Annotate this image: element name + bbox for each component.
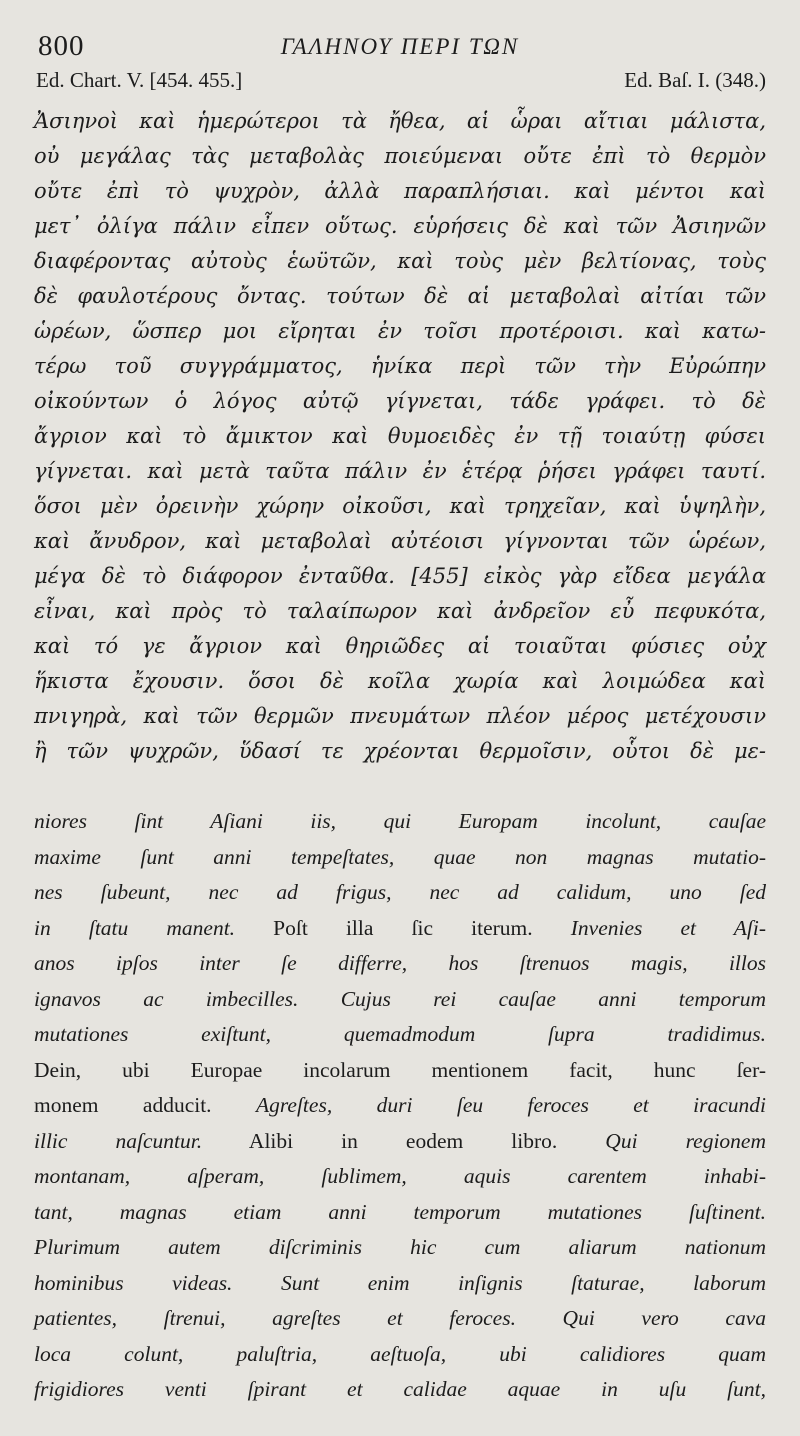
edition-references: [34, 68, 766, 104]
latin-roman-segment: Poſt illa ſic iterum.: [235, 915, 571, 940]
greek-text-line: οὐ μεγάλας τὰς μεταβολὰς ποιεύμεναι οὔτε ἐπὶ τὸ θερμὸν: [34, 144, 766, 168]
greek-text-line: ἢ τῶν ψυχρῶν, ὕδασί τε χρέονται θερμοῖσιν, οὗτοι δὲ με-: [34, 739, 766, 763]
running-title: ΓΑΛΗΝΟΥ ΠΕΡΙ ΤΩΝ: [280, 34, 520, 59]
greek-text-line: μετ᾽ ὀλίγα πάλιν εἶπεν οὕτως. εὑρήσεις δὲ καὶ τῶν Ἀσιηνῶν: [34, 214, 766, 238]
latin-text-line: [34, 946, 766, 982]
latin-text-line: [34, 1337, 766, 1373]
latin-text-line: [34, 875, 766, 911]
latin-text-line: [34, 1159, 766, 1195]
page-number: 800: [38, 30, 85, 62]
latin-text-line: [34, 804, 766, 840]
greek-text-line: μέγα δὲ τὸ διάφορον ἐνταῦθα. [455] εἰκὸς γὰρ εἴδεα μεγάλα: [34, 564, 766, 588]
greek-text-line: δὲ φαυλοτέρους ὄντας. τούτων δὲ αἱ μεταβολαὶ αἰτίαι τῶν: [34, 284, 766, 308]
latin-italic-segment: in ſtatu manent.: [34, 915, 236, 940]
latin-text-line: [34, 1017, 766, 1053]
latin-italic-segment: hominibus videas. Sunt enim inſignis ſtaturae, laborum: [34, 1270, 766, 1295]
greek-text-line: εἶναι, καὶ πρὸς τὸ ταλαίπωρον καὶ ἀνδρεῖον εὖ πεφυκότα,: [34, 599, 766, 623]
edition-reference-right: Ed. Baſ. I. (348.): [624, 68, 766, 92]
edition-reference-left: Ed. Chart. V. [454. 455.]: [36, 68, 243, 92]
latin-italic-segment: Invenies et Aſi-: [570, 915, 767, 940]
greek-text-line: γίγνεται. καὶ μετὰ ταῦτα πάλιν ἐν ἑτέρᾳ ῥήσει γράφει ταυτί.: [34, 459, 766, 483]
latin-italic-segment: frigidiores venti ſpirant et calidae aquae in uſu ſunt,: [34, 1377, 766, 1401]
latin-text-line: [34, 911, 766, 947]
latin-text-line: [34, 1053, 766, 1089]
latin-text-line: [34, 840, 766, 876]
greek-text-line: ἥκιστα ἔχουσιν. ὅσοι δὲ κοῖλα χωρία καὶ λοιμώδεα καὶ: [34, 669, 766, 693]
greek-text-line: ἄγριον καὶ τὸ ἄμικτον καὶ θυμοειδὲς ἐν τῇ τοιαύτῃ φύσει: [34, 424, 766, 448]
greek-text-line: διαφέροντας αὐτοὺς ἑωϋτῶν, καὶ τοὺς μὲν βελτίονας, τοὺς: [34, 249, 766, 273]
greek-text-line: οὔτε ἐπὶ τὸ ψυχρὸν, ἀλλὰ παραπλήσιαι. καὶ μέντοι καὶ: [34, 179, 766, 203]
latin-roman-segment: Dein, ubi Europae incolarum mentionem facit, hunc ſer-: [34, 1057, 766, 1082]
latin-text-block: [34, 804, 766, 1408]
latin-text-line: [34, 1195, 766, 1231]
latin-italic-segment: nes ſubeunt, nec ad frigus, nec ad calidum, uno ſed: [34, 880, 766, 904]
latin-italic-segment: maxime ſunt anni tempeſtates, quae non magnas mutatio-: [34, 844, 766, 869]
latin-italic-segment: montanam, aſperam, ſublimem, aquis carentem inhabi-: [34, 1164, 766, 1188]
latin-italic-segment: ignavos ac imbecilles. Cujus rei cauſae anni temporum: [34, 986, 766, 1011]
greek-text-line: Ἀσιηνοὶ καὶ ἡμερώτεροι τὰ ἤθεα, αἱ ὧραι αἴτιαι μάλιστα,: [34, 109, 766, 133]
latin-roman-segment: Alibi in eodem libro.: [202, 1128, 606, 1153]
latin-roman-segment: monem adducit.: [34, 1093, 256, 1117]
greek-text-line: τέρω τοῦ συγγράμματος, ἡνίκα περὶ τῶν τὴν Εὐρώπην: [34, 354, 766, 378]
latin-italic-segment: Qui regionem: [605, 1128, 766, 1153]
greek-text-line: ὡρέων, ὥσπερ μοι εἴρηται ἐν τοῖσι προτέροισι. καὶ κατω-: [34, 319, 766, 343]
latin-italic-segment: patientes, ſtrenui, agreſtes et feroces. Qui vero cava: [34, 1306, 766, 1330]
latin-text-line: [34, 1266, 766, 1302]
greek-text-line: ὅσοι μὲν ὀρεινὴν χώρην οἰκοῦσι, καὶ τρηχεῖαν, καὶ ὑψηλὴν,: [34, 494, 766, 518]
greek-text-block: [34, 104, 766, 769]
section-gap: [34, 769, 766, 804]
greek-text-line: πνιγηρὰ, καὶ τῶν θερμῶν πνευμάτων πλέον μέρος μετέχουσιν: [34, 704, 766, 728]
latin-italic-segment: illic naſcuntur.: [34, 1128, 203, 1153]
latin-italic-segment: niores ſint Aſiani iis, qui Europam incolunt, cauſae: [34, 809, 766, 833]
latin-italic-segment: loca colunt, paluſtria, aeſtuoſa, ubi calidiores quam: [34, 1341, 766, 1366]
latin-italic-segment: Agreſtes, duri ſeu feroces et iracundi: [255, 1093, 766, 1117]
latin-text-line: [34, 982, 766, 1018]
greek-text-line: οἰκούντων ὁ λόγος αὐτῷ γίγνεται, τάδε γράφει. τὸ δὲ: [34, 389, 766, 413]
page-header: [34, 24, 766, 68]
latin-italic-segment: Plurimum autem diſcriminis hic cum aliarum nationum: [34, 1235, 766, 1259]
latin-text-line: [34, 1088, 766, 1124]
latin-text-line: [34, 1124, 766, 1160]
latin-italic-segment: tant, magnas etiam anni temporum mutationes ſuſtinent.: [34, 1199, 766, 1224]
latin-italic-segment: anos ipſos inter ſe differre, hos ſtrenuos magis, illos: [34, 951, 766, 975]
latin-italic-segment: mutationes exiſtunt, quemadmodum ſupra tradidimus.: [34, 1022, 766, 1046]
latin-text-line: [34, 1372, 766, 1408]
latin-text-line: [34, 1230, 766, 1266]
greek-text-line: καὶ ἄνυδρον, καὶ μεταβολαὶ αὐτέοισι γίγνονται τῶν ὡρέων,: [34, 529, 766, 553]
latin-text-line: [34, 1301, 766, 1337]
greek-text-line: καὶ τό γε ἄγριον καὶ θηριῶδες αἱ τοιαῦται φύσιες οὐχ: [34, 634, 766, 658]
